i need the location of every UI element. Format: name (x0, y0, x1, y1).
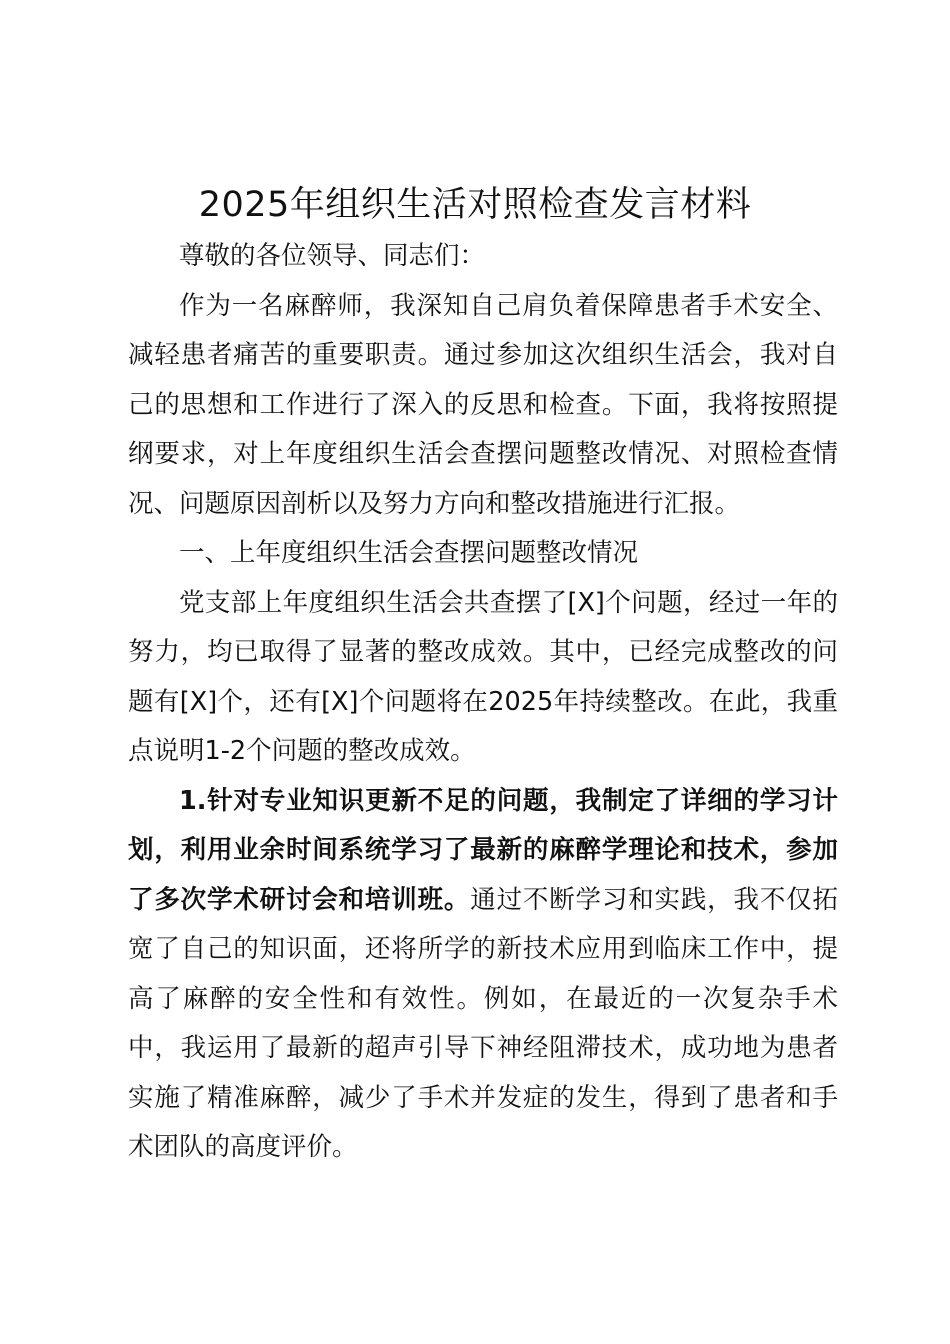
item-body-text: 通过不断学习和实践，我不仅拓宽了自己的知识面，还将所学的新技术应用到临床工作中，提高了麻醉的安全性和有效性。例如，在最近的一次复杂手术中，我运用了最新的超声引导下神经阻滞技术，成功地为患者实施了精准麻醉，减少了手术并发症的发生，得到了患者和手术团队的高度评价。 (128, 884, 838, 1162)
item-lead-bold: 1.针对专业知识更新不足的问题，我制定了详细的学习计划，利用业余时间系统学习了最新的麻醉学理论和技术，参加了多次学术研讨会和培训班。 (128, 785, 838, 915)
salutation: 尊敬的各位领导、同志们： (179, 241, 486, 271)
document-body (128, 232, 838, 1173)
intro-paragraph: 作为一名麻醉师，我深知自己肩负着保障患者手术安全、减轻患者痛苦的重要职责。通过参加这次组织生活会，我对自己的思想和工作进行了深入的反思和检查。下面，我将按照提纲要求，对上年度组织生活会查摆问题整改情况、对照检查情况、问题原因剖析以及努力方向和整改措施进行汇报。 (128, 290, 838, 519)
document-title: 2025年组织生活对照检查发言材料 (198, 185, 752, 225)
section-paragraph: 党支部上年度组织生活会共查摆了[X]个问题，经过一年的努力，均已取得了显著的整改成效。其中，已经完成整改的问题有[X]个，还有[X]个问题将在2025年持续整改。在此，我重点说明1-2个问题的整改成效。 (128, 587, 838, 766)
section-heading: 一、上年度组织生活会查摆问题整改情况 (179, 538, 639, 568)
item-paragraph (128, 777, 838, 1173)
